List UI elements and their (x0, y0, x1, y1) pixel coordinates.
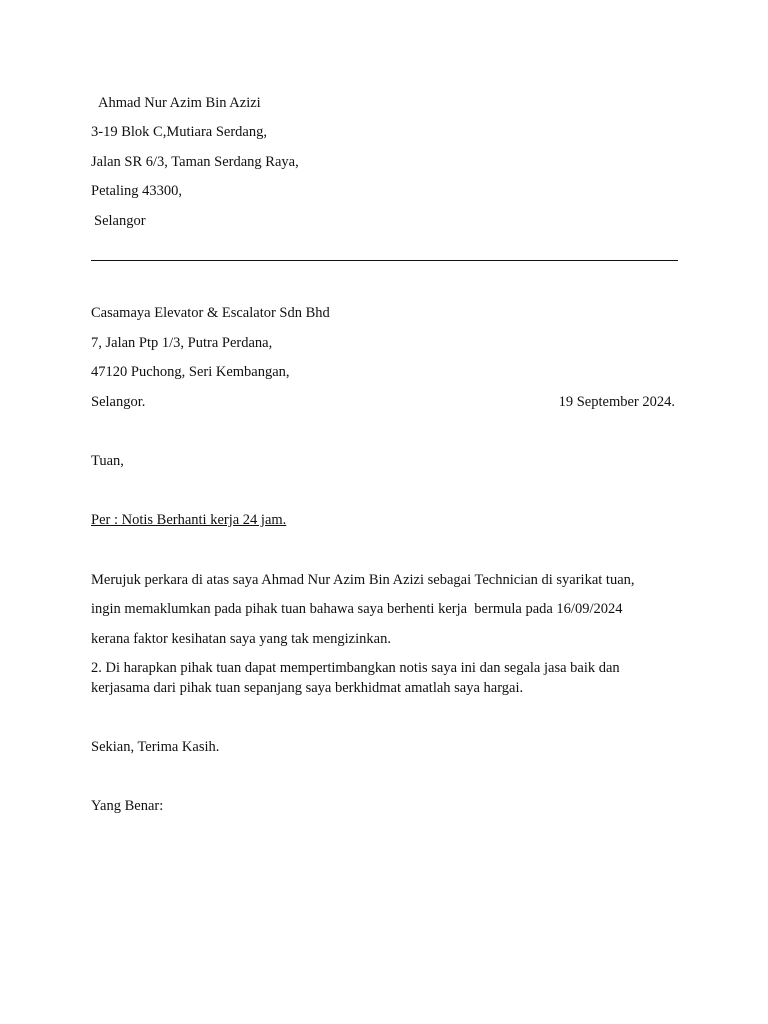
letter-date: 19 September 2024. (558, 394, 675, 410)
sender-address-line-3: Petaling 43300, (91, 183, 183, 199)
subject-line: Per : Notis Berhanti kerja 24 jam. (91, 512, 287, 528)
body-para1-line-1: Merujuk perkara di atas saya Ahmad Nur Azim Bin Azizi sebagai Technician di syarikat tuan, (91, 572, 635, 588)
sender-address-line-4: Selangor (94, 213, 146, 229)
sender-address-line-1: 3-19 Blok C,Mutiara Serdang, (91, 124, 267, 140)
body-para2-line-2: kerjasama dari pihak tuan sepanjang saya berkhidmat amatlah saya hargai. (91, 680, 524, 696)
signoff: Yang Benar: (91, 798, 164, 814)
body-para1-line-3: kerana faktor kesihatan saya yang tak mengizinkan. (91, 631, 391, 647)
recipient-address-line-1: Casamaya Elevator & Escalator Sdn Bhd (91, 305, 330, 321)
sender-address-line-2: Jalan SR 6/3, Taman Serdang Raya, (91, 154, 299, 170)
sender-name: Ahmad Nur Azim Bin Azizi (98, 95, 261, 111)
salutation: Tuan, (91, 453, 124, 469)
recipient-address-line-4: Selangor. (91, 394, 146, 410)
recipient-address-line-2: 7, Jalan Ptp 1/3, Putra Perdana, (91, 335, 273, 351)
recipient-address-line-3: 47120 Puchong, Seri Kembangan, (91, 364, 290, 380)
body-para1-line-2: ingin memaklumkan pada pihak tuan bahawa saya berhenti kerja bermula pada 16/09/2024 (91, 601, 623, 617)
closing: Sekian, Terima Kasih. (91, 739, 220, 755)
body-para2-line-1: 2. Di harapkan pihak tuan dapat mempertimbangkan notis saya ini dan segala jasa baik dan (91, 660, 620, 676)
header-divider (91, 260, 678, 261)
